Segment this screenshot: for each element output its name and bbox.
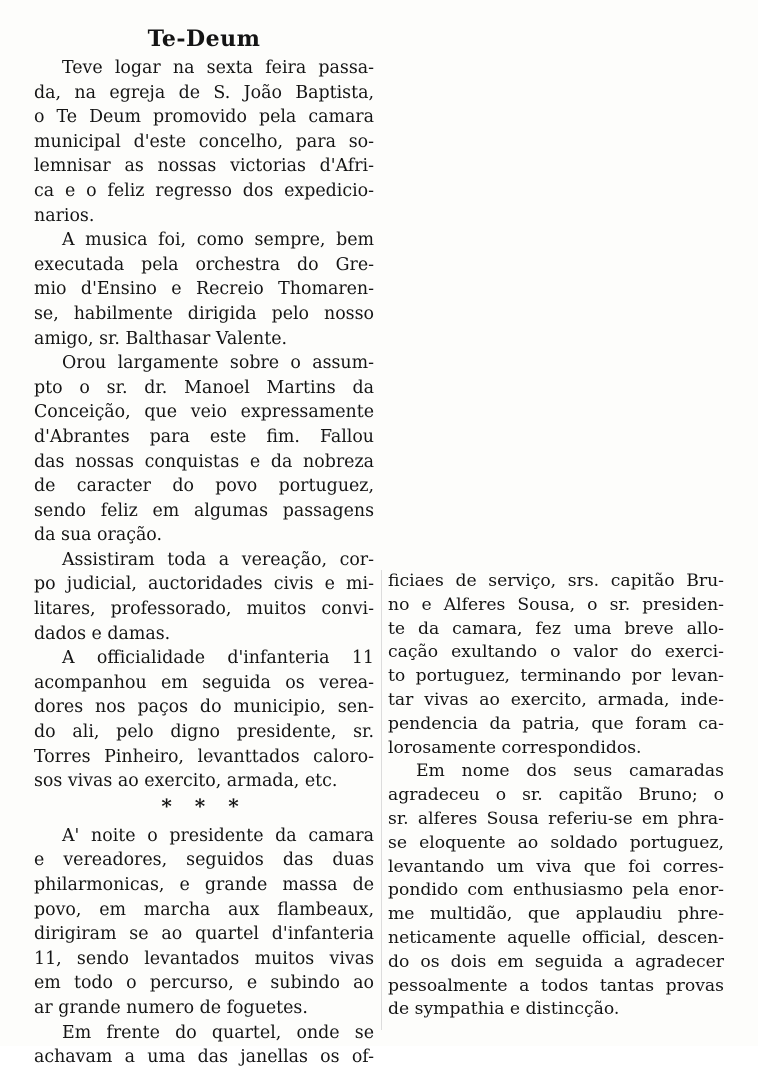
text-line: se eloquente ao soldado portuguez, <box>388 832 724 853</box>
text-line: cação exultando o valor do exerci- <box>388 642 724 663</box>
text-line: da sua oração. <box>34 525 163 546</box>
text-line: Assistiram toda a vereação, cor- <box>62 549 374 570</box>
text-line: das nossas conquistas e da nobreza <box>34 451 374 472</box>
text-line: to portuguez, terminando por levan- <box>388 666 724 687</box>
text-line: litares, professorado, muitos convi- <box>34 599 374 620</box>
text-line: dirigiram se ao quartel d'infanteria <box>34 924 374 945</box>
text-line: ca e o feliz regresso dos expedicio- <box>34 180 374 201</box>
column-divider <box>381 570 382 1030</box>
text-line: neticamente aquelle official, descen- <box>388 927 724 948</box>
text-line: A musica foi, como sempre, bem <box>62 230 374 251</box>
text-line: pondido com enthusiasmo pela enor- <box>388 880 724 901</box>
text-line: sendo feliz em algumas passagens <box>34 500 374 521</box>
text-line: A' noite o presidente da camara <box>62 825 374 846</box>
text-line: te da camara, fez uma breve allo- <box>388 618 724 639</box>
left-column-text <box>34 56 374 1070</box>
text-line: pessoalmente a todos tantas provas <box>388 975 724 996</box>
text-line: ar grande numero de foguetes. <box>34 997 308 1018</box>
text-line: dados e damas. <box>34 623 171 644</box>
text-line: Teve logar na sexta feira passa- <box>62 58 374 78</box>
text-line: pto o sr. dr. Manoel Martins da <box>34 377 374 398</box>
text-line: em todo o percurso, e subindo ao <box>34 973 374 994</box>
section-divider: * * * <box>161 793 247 818</box>
text-line: narios. <box>34 205 95 226</box>
text-line: levantando um viva que foi corres- <box>388 856 724 877</box>
text-line: lemnisar as nossas victorias d'Afri- <box>34 156 374 177</box>
text-line: Conceição, que veio expressamente <box>34 402 374 423</box>
text-line: po judicial, auctoridades civis e mi- <box>34 574 374 595</box>
text-line: de sympathia e distincção. <box>388 999 620 1020</box>
text-line: tar vivas ao exercito, armada, inde- <box>388 689 724 710</box>
text-line: da, na egreja de S. João Baptista, <box>34 82 374 103</box>
text-line: me multidão, que applaudiu phre- <box>388 904 724 925</box>
text-line: Em nome dos seus camaradas <box>416 761 724 782</box>
text-line: pendencia da patria, que foram ca- <box>388 713 724 734</box>
right-column <box>388 570 724 1022</box>
text-line: e vereadores, seguidos das duas <box>34 850 374 871</box>
text-line: A officialidade d'infanteria 11 <box>62 648 374 669</box>
text-line: executada pela orchestra do Gre- <box>34 254 374 275</box>
text-line: do os dois em seguida a agradecer <box>388 951 724 972</box>
text-line: municipal d'este concelho, para so- <box>34 131 374 152</box>
text-line: amigo, sr. Balthasar Valente. <box>34 328 288 349</box>
text-line: do ali, pelo digno presidente, sr. <box>34 722 374 743</box>
text-line: no e Alferes Sousa, o sr. presiden- <box>388 594 724 615</box>
text-line: de caracter do povo portuguez, <box>34 476 374 497</box>
text-line: d'Abrantes para este fim. Fallou <box>34 426 374 447</box>
text-line: povo, em marcha aux flambeaux, <box>34 899 374 920</box>
text-line: agradeceu o sr. capitão Bruno; o <box>388 785 724 806</box>
text-line: ficiaes de serviço, srs. capitão Bru- <box>388 571 724 591</box>
text-line: Torres Pinheiro, levanttados caloro- <box>34 746 374 767</box>
left-column <box>34 24 374 1070</box>
text-line: sos vivas ao exercito, armada, etc. <box>34 771 338 792</box>
text-line: sr. alferes Sousa referiu-se em phra- <box>388 808 724 829</box>
right-column-text <box>388 570 724 1022</box>
text-line: acompanhou em seguida os verea- <box>34 672 374 693</box>
text-line: mio d'Ensino e Recreio Thomaren- <box>34 279 374 300</box>
text-line: o Te Deum promovido pela camara <box>34 107 374 128</box>
article-title: Te-Deum <box>147 26 261 52</box>
text-line: dores nos paços do municipio, sen- <box>34 697 374 718</box>
text-line: philarmonicas, e grande massa de <box>34 875 374 895</box>
text-line: se, habilmente dirigida pelo nosso <box>34 303 374 324</box>
text-line: achavam a uma das janellas os of- <box>34 1047 374 1068</box>
text-line: Orou largamente sobre o assum- <box>62 353 374 374</box>
text-line: 11, sendo levantados muitos vivas <box>34 948 374 969</box>
text-line: lorosamente correspondidos. <box>388 737 642 758</box>
text-line: Em frente do quartel, onde se <box>62 1022 374 1043</box>
